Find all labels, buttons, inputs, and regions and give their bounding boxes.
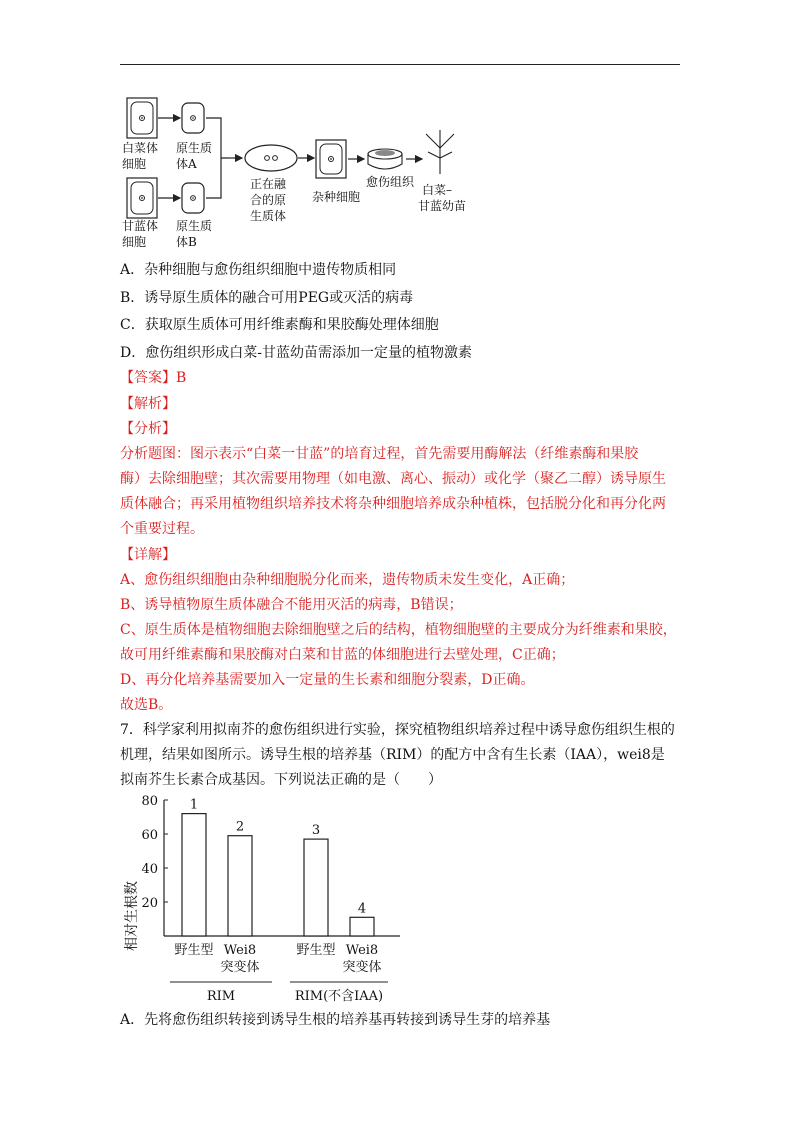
detail-line: 故选B。	[120, 697, 173, 713]
category-label: Wei8	[345, 943, 379, 958]
bar-data-label: 3	[311, 823, 321, 839]
seedling-label: 白菜–甘蓝幼苗	[418, 183, 467, 213]
protoplast-a-label: 原生质体A	[176, 141, 213, 171]
analysis-line: 个重要过程。	[120, 521, 204, 537]
q6-option-a: A．杂种细胞与愈伤组织细胞中遗传物质相同	[120, 262, 397, 278]
protoplast-b-label: 原生质体B	[176, 219, 213, 249]
detail-line: D、再分化培养基需要加入一定量的生长素和细胞分裂素，D正确。	[120, 672, 535, 688]
callus-label: 愈伤组织	[366, 175, 415, 189]
y-axis-label: 相对生根数	[124, 881, 140, 951]
category-label: 野生型	[174, 943, 214, 958]
group-label: RIM	[206, 989, 236, 1004]
fenxi-label: 【分析】	[120, 421, 176, 437]
bar-data-label: 2	[235, 819, 245, 835]
cabbage-cell-icon	[127, 98, 157, 138]
q7-stem-line: 7．科学家利用拟南芥的愈伤组织进行实验，探究植物组织培养过程中诱导愈伤组织生根的	[120, 722, 675, 738]
y-tick-label: 20	[141, 896, 158, 911]
detail-line: A、愈伤组织细胞由杂种细胞脱分化而来，遗传物质未发生变化，A正确；	[120, 572, 575, 588]
bar-data-label: 1	[189, 797, 199, 813]
q7-stem-line: 拟南芥生长素合成基因。下列说法正确的是（ ）	[120, 772, 442, 788]
category-label: Wei8	[223, 943, 257, 958]
header-rule	[120, 64, 680, 65]
cabbage-cell-label: 白菜体细胞	[122, 141, 159, 171]
seedling-icon	[426, 130, 454, 174]
group-label: RIM(不含IAA)	[294, 989, 384, 1004]
q6-option-b: B．诱导原生质体的融合可用PEG或灭活的病毒	[120, 290, 414, 306]
q7-option-a: A．先将愈伤组织转接到诱导生根的培养基再转接到诱导生芽的培养基	[120, 1012, 551, 1028]
bar	[350, 917, 374, 936]
protoplast-a-icon	[182, 103, 204, 133]
fusing-protoplast-label: 正在融合的原生质体	[250, 177, 287, 223]
rooting-bar-chart	[120, 786, 400, 1008]
q6-option-c: C．获取原生质体可用纤维素酶和果胶酶处理体细胞	[120, 317, 439, 333]
answer-label: 【答案】B	[120, 370, 187, 386]
bar	[182, 814, 206, 936]
y-tick-label: 60	[141, 828, 158, 843]
detail-line: C、原生质体是植物细胞去除细胞壁之后的结构，植物细胞壁的主要成分为纤维素和果胶，	[120, 622, 677, 638]
detail-label: 【详解】	[120, 547, 176, 563]
detail-line: B、诱导植物原生质体融合不能用灭活的病毒，B错误；	[120, 597, 463, 613]
category-label: 突变体	[342, 960, 382, 975]
hybridization-diagram	[118, 90, 498, 250]
bar	[304, 839, 328, 936]
detail-line: 故可用纤维素酶和果胶酶对白菜和甘蓝的体细胞进行去壁处理，C正确；	[120, 647, 565, 663]
kale-cell-label: 甘蓝体细胞	[122, 219, 159, 249]
analysis-line: 酶）去除细胞壁；其次需要用物理（如电激、离心、振动）或化学（聚乙二醇）诱导原生	[120, 471, 666, 487]
jiexi-label: 【解析】	[120, 396, 176, 412]
analysis-line: 质体融合；再采用植物组织培养技术将杂种细胞培养成杂种植株，包括脱分化和再分化两	[120, 496, 666, 512]
category-label: 野生型	[296, 943, 336, 958]
bar-data-label: 4	[357, 901, 367, 917]
y-tick-label: 80	[141, 794, 158, 809]
kale-cell-icon	[127, 178, 157, 218]
category-label: 突变体	[220, 960, 260, 975]
protoplast-b-icon	[182, 183, 204, 213]
bar	[228, 836, 252, 936]
analysis-line: 分析题图：图示表示“白菜一甘蓝”的培育过程，首先需要用酶解法（纤维素酶和果胶	[120, 446, 639, 462]
y-tick-label: 40	[141, 862, 158, 877]
q6-option-d: D．愈伤组织形成白菜-甘蓝幼苗需添加一定量的植物激素	[120, 345, 472, 361]
hybrid-cell-icon	[316, 140, 346, 178]
q7-stem-line: 机理，结果如图所示。诱导生根的培养基（RIM）的配方中含有生长素（IAA），wei8是	[120, 747, 665, 763]
callus-dish-icon	[368, 149, 402, 169]
fusing-protoplast-icon	[245, 145, 297, 171]
hybrid-cell-label: 杂种细胞	[312, 190, 361, 204]
